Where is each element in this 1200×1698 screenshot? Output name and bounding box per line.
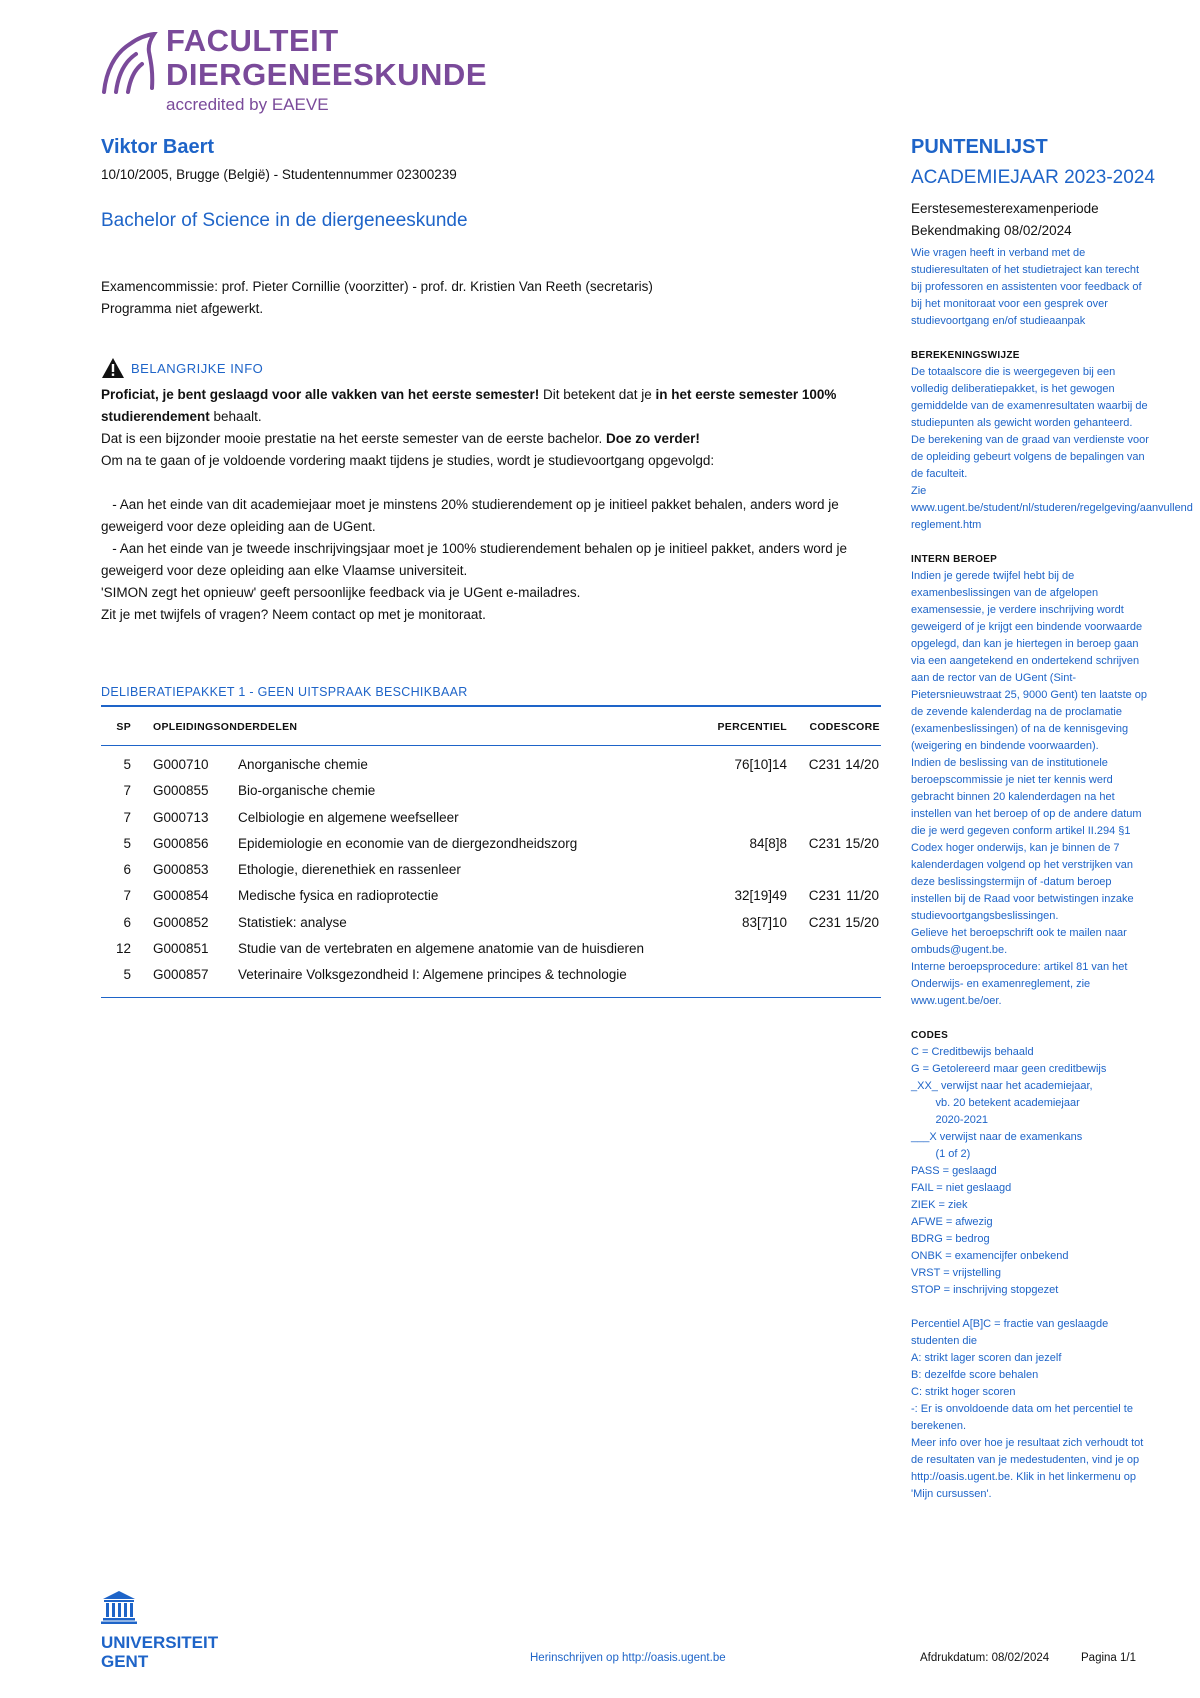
code-entry: G = Getolereerd maar geen creditbewijs bbox=[911, 1063, 1107, 1075]
commission-members: Examencommissie: prof. Pieter Cornillie (voorzitter) - prof. dr. Kristien Van Reeth (secretaris) bbox=[101, 279, 653, 294]
code-entry: FAIL = niet geslaagd bbox=[911, 1182, 1012, 1194]
info-bullet-1: - Aan het einde van dit academiejaar moet je minstens 20% studierendement op je initieel pakket behalen, anders word je geweigerd voor deze opleiding aan de UGent. bbox=[101, 497, 843, 534]
table-bottom-rule bbox=[101, 997, 881, 999]
header-score: SCORE bbox=[841, 721, 880, 733]
table-row bbox=[101, 805, 881, 831]
cell-course-code: G000851 bbox=[153, 941, 209, 957]
table-row bbox=[101, 752, 881, 778]
cell-course-name: Ethologie, dierenethiek en rassenleer bbox=[238, 862, 461, 878]
table-body bbox=[101, 746, 881, 997]
percentile-text-3: B: dezelfde score behalen bbox=[911, 1369, 1039, 1381]
programme-status: Programma niet afgewerkt. bbox=[101, 301, 264, 316]
cell-sp: 5 bbox=[123, 967, 131, 983]
cell-course-code: G000853 bbox=[153, 862, 209, 878]
percentile-text-1: Percentiel A[B]C = fractie van geslaagde studenten die bbox=[911, 1318, 1109, 1347]
info-paragraph-5: Zit je met twijfels of vragen? Neem contact op met je monitoraat. bbox=[101, 607, 486, 622]
academic-year: ACADEMIEJAAR 2023-2024 bbox=[911, 167, 1155, 188]
package-title: DELIBERATIEPAKKET 1 - GEEN UITSPRAAK BESCHIKBAAR bbox=[101, 685, 468, 699]
info-text: behaalt. bbox=[209, 409, 262, 424]
code-entry: STOP = inschrijving stopgezet bbox=[911, 1284, 1059, 1296]
cell-sp: 7 bbox=[123, 783, 131, 799]
codes-heading: CODES bbox=[911, 1030, 949, 1041]
header-percentile: PERCENTIEL bbox=[717, 721, 787, 733]
announcement-date: Bekendmaking 08/02/2024 bbox=[911, 223, 1072, 238]
reenrollment-link[interactable]: Herinschrijven op http://oasis.ugent.be bbox=[530, 1652, 726, 1664]
cell-sp: 5 bbox=[123, 757, 131, 772]
table-header bbox=[101, 707, 881, 745]
cell-score: 14/20 bbox=[845, 757, 879, 772]
table-row bbox=[101, 778, 881, 804]
important-info-label: BELANGRIJKE INFO bbox=[131, 360, 264, 376]
print-date: Afdrukdatum: 08/02/2024 bbox=[920, 1652, 1050, 1664]
cell-code: C231 bbox=[808, 888, 841, 904]
cell-percentile: 76[10]14 bbox=[734, 757, 787, 772]
cell-code: C231 bbox=[808, 914, 841, 930]
commission bbox=[101, 276, 653, 320]
cell-code: C231 bbox=[808, 757, 841, 772]
cell-sp: 7 bbox=[123, 809, 131, 825]
code-entry: _XX_ verwijst naar het academiejaar, bbox=[911, 1080, 1093, 1092]
info-bold-congrats: Proficiat, je bent geslaagd voor alle vakken van het eerste semester! bbox=[101, 387, 540, 402]
header-sp: SP bbox=[116, 721, 131, 733]
cell-course-name: Studie van de vertebraten en algemene anatomie van de huisdieren bbox=[238, 941, 645, 957]
student-info: 10/10/2005, Brugge (België) - Studentennummer 02300239 bbox=[101, 167, 457, 182]
table-row bbox=[101, 910, 881, 936]
results-table bbox=[101, 705, 881, 998]
important-info-body bbox=[101, 384, 891, 626]
cell-course-code: G000856 bbox=[153, 835, 209, 851]
cell-sp: 6 bbox=[123, 862, 131, 878]
cell-sp: 6 bbox=[123, 914, 131, 930]
info-bold-rate: in het eerste semester 100% studierendement bbox=[101, 387, 837, 424]
appeal-text-1: Indien je gerede twijfel hebt bij de examenbeslissingen van de afgelopen examensessie, je verdere inschrijving wordt geweigerd of je krijgt een bindende voorwaarde opgelegd, dan kan je hiertegen in beroep gaan via een aangetekend en ondertekend schrijven aan de rector van de UGent (Sint-Pietersnieuwstraat 25, 9000 Gent) ten laatste op de zevende kalenderdag na de proclamatie (examenbeslissingen) of na de kennisgeving (weigering en bindende voorwaarden). bbox=[911, 570, 1148, 752]
cell-course-name: Celbiologie en algemene weefselleer bbox=[238, 809, 459, 825]
percentile-text-2: A: strikt lager scoren dan jezelf bbox=[911, 1352, 1062, 1364]
cell-percentile: 83[7]10 bbox=[741, 914, 787, 930]
code-entry: C = Creditbewijs behaald bbox=[911, 1046, 1034, 1058]
code-entry: ONBK = examencijfer onbekend bbox=[911, 1250, 1069, 1262]
sidebar-info bbox=[911, 245, 1193, 1503]
code-entry: AFWE = afwezig bbox=[911, 1216, 993, 1228]
cell-sp: 12 bbox=[115, 941, 131, 957]
cell-course-name: Statistiek: analyse bbox=[238, 914, 347, 930]
ugent-line1: UNIVERSITEIT bbox=[101, 1633, 219, 1652]
table-row bbox=[101, 962, 881, 988]
cell-course-code: G000713 bbox=[153, 809, 209, 825]
code-entry: vb. 20 betekent academiejaar bbox=[911, 1097, 1080, 1109]
info-paragraph-2 bbox=[101, 428, 891, 450]
info-text: Dit betekent dat je bbox=[539, 387, 656, 402]
info-paragraph-3: Om na te gaan of je voldoende vordering maakt tijdens je studies, wordt je studievoortgang opgevolgd: bbox=[101, 453, 715, 468]
calculation-text-2: De berekening van de graad van verdienste voor de opleiding gebeurt volgens de bepalingen van de faculteit. bbox=[911, 434, 1149, 480]
code-entry: ZIEK = ziek bbox=[911, 1199, 968, 1211]
calculation-text-1: De totaalscore die is weergegeven bij een volledig deliberatiepakket, is het gewogen gemiddelde van de examenresultaten waarbij de studiepunten als gewicht worden gehanteerd. bbox=[911, 366, 1148, 429]
programme-title: Bachelor of Science in de diergeneeskunde bbox=[101, 210, 468, 231]
faculty-logo bbox=[100, 23, 487, 124]
table-row bbox=[101, 936, 881, 962]
horse-head-icon bbox=[100, 32, 158, 94]
cell-score: 15/20 bbox=[845, 835, 879, 851]
cell-sp: 7 bbox=[123, 888, 131, 904]
cell-course-code: G000852 bbox=[153, 914, 209, 930]
faculty-name-line2: DIERGENEESKUNDE bbox=[166, 57, 487, 92]
cell-course-name: Medische fysica en radioprotectie bbox=[238, 888, 439, 904]
percentile-text-5: -: Er is onvoldoende data om het percentiel te berekenen. bbox=[911, 1403, 1133, 1432]
appeal-text-2: Indien de beslissing van de institutionele beroepscommissie je niet ter kennis werd gebracht binnen 20 kalenderdagen na het instellen van het beroep of op de andere datum die je werd gegeven conform artikel II.294 §1 Codex hoger onderwijs, kan je binnen de 7 kalenderdagen volgend op het verstrijken van deze beslissingstermijn of -datum beroep instellen bij de Raad voor betwistingen inzake studievoortgangsbeslissingen. bbox=[911, 757, 1142, 922]
appeal-text-3: Gelieve het beroepschrift ook te mailen naar ombuds@ugent.be. bbox=[911, 927, 1127, 956]
exam-period: Eerstesemesterexamenperiode bbox=[911, 201, 1099, 216]
table-row bbox=[101, 857, 881, 883]
code-entry: (1 of 2) bbox=[911, 1148, 971, 1160]
accreditation: accredited by EAEVE bbox=[166, 95, 329, 114]
cell-sp: 5 bbox=[123, 835, 131, 851]
appeal-heading: INTERN BEROEP bbox=[911, 554, 998, 565]
code-entry: BDRG = bedrog bbox=[911, 1233, 990, 1245]
faculty-name-line1: FACULTEIT bbox=[166, 23, 339, 58]
student-name: Viktor Baert bbox=[101, 136, 215, 158]
university-building-icon bbox=[101, 1590, 137, 1624]
intro-text: Wie vragen heeft in verband met de studieresultaten of het studietraject kan terecht bij professoren en assistenten voor feedback of bij het monitoraat voor een gesprek over studievoortgang en/of studieaanpak bbox=[911, 247, 1142, 327]
important-info-heading bbox=[101, 357, 263, 379]
code-entry: 2020-2021 bbox=[911, 1114, 989, 1126]
warning-icon bbox=[101, 357, 125, 379]
cell-course-name: Bio-organische chemie bbox=[238, 783, 376, 799]
info-text: Dat is een bijzonder mooie prestatie na het eerste semester van de eerste bachelor. bbox=[101, 431, 607, 446]
cell-course-code: G000855 bbox=[153, 783, 209, 799]
cell-course-code: G000854 bbox=[153, 888, 209, 904]
cell-course-name: Veterinaire Volksgezondheid I: Algemene principes & technologie bbox=[238, 967, 627, 983]
code-entry: ___X verwijst naar de examenkans bbox=[911, 1131, 1083, 1143]
percentile-text-6: Meer info over hoe je resultaat zich verhoudt tot de resultaten van je medestudenten, vind je op http://oasis.ugent.be. Klik in het linkermenu op 'Mijn cursussen'. bbox=[911, 1437, 1144, 1500]
info-bold-keep-going: Doe zo verder! bbox=[606, 431, 700, 446]
appeal-text-4: Interne beroepsprocedure: artikel 81 van het Onderwijs- en examenreglement, zie www.ugent.be/oer. bbox=[911, 961, 1128, 1007]
ugent-line2: GENT bbox=[101, 1652, 149, 1671]
code-entry: VRST = vrijstelling bbox=[911, 1267, 1001, 1279]
calculation-link[interactable]: Zie www.ugent.be/student/nl/studeren/regelgeving/aanvullend reglement.htm bbox=[911, 485, 1193, 531]
table-row bbox=[101, 883, 881, 909]
cell-score: 15/20 bbox=[845, 914, 879, 930]
table-row bbox=[101, 831, 881, 857]
info-bullet-2: - Aan het einde van je tweede inschrijvingsjaar moet je 100% studierendement behalen op je initieel pakket, anders word je geweigerd voor deze opleiding aan elke Vlaamse universiteit. bbox=[101, 541, 851, 578]
cell-code: C231 bbox=[808, 835, 841, 851]
code-entry: PASS = geslaagd bbox=[911, 1165, 997, 1177]
info-paragraph-1 bbox=[101, 384, 891, 428]
info-paragraph-4: 'SIMON zegt het opnieuw' geeft persoonlijke feedback via je UGent e-mailadres. bbox=[101, 585, 581, 600]
header-name: OPLEIDINGSONDERDELEN bbox=[153, 721, 298, 733]
codes-list bbox=[911, 1044, 1151, 1299]
ugent-logo bbox=[101, 1590, 219, 1671]
cell-score: 11/20 bbox=[846, 888, 879, 904]
header-code: CODE bbox=[809, 721, 841, 733]
cell-course-name: Anorganische chemie bbox=[238, 757, 368, 772]
cell-percentile: 84[8]8 bbox=[749, 835, 787, 851]
percentile-text-4: C: strikt hoger scoren bbox=[911, 1386, 1016, 1398]
document-title: PUNTENLIJST bbox=[911, 136, 1048, 158]
cell-course-code: G000857 bbox=[153, 967, 209, 983]
exam-period-block bbox=[911, 198, 1099, 242]
cell-percentile: 32[19]49 bbox=[734, 888, 787, 904]
cell-course-code: G000710 bbox=[153, 757, 209, 772]
cell-course-name: Epidemiologie en economie van de diergezondheidszorg bbox=[238, 835, 578, 851]
calculation-heading: BEREKENINGSWIJZE bbox=[911, 350, 1020, 361]
page-number: Pagina 1/1 bbox=[1081, 1652, 1136, 1664]
